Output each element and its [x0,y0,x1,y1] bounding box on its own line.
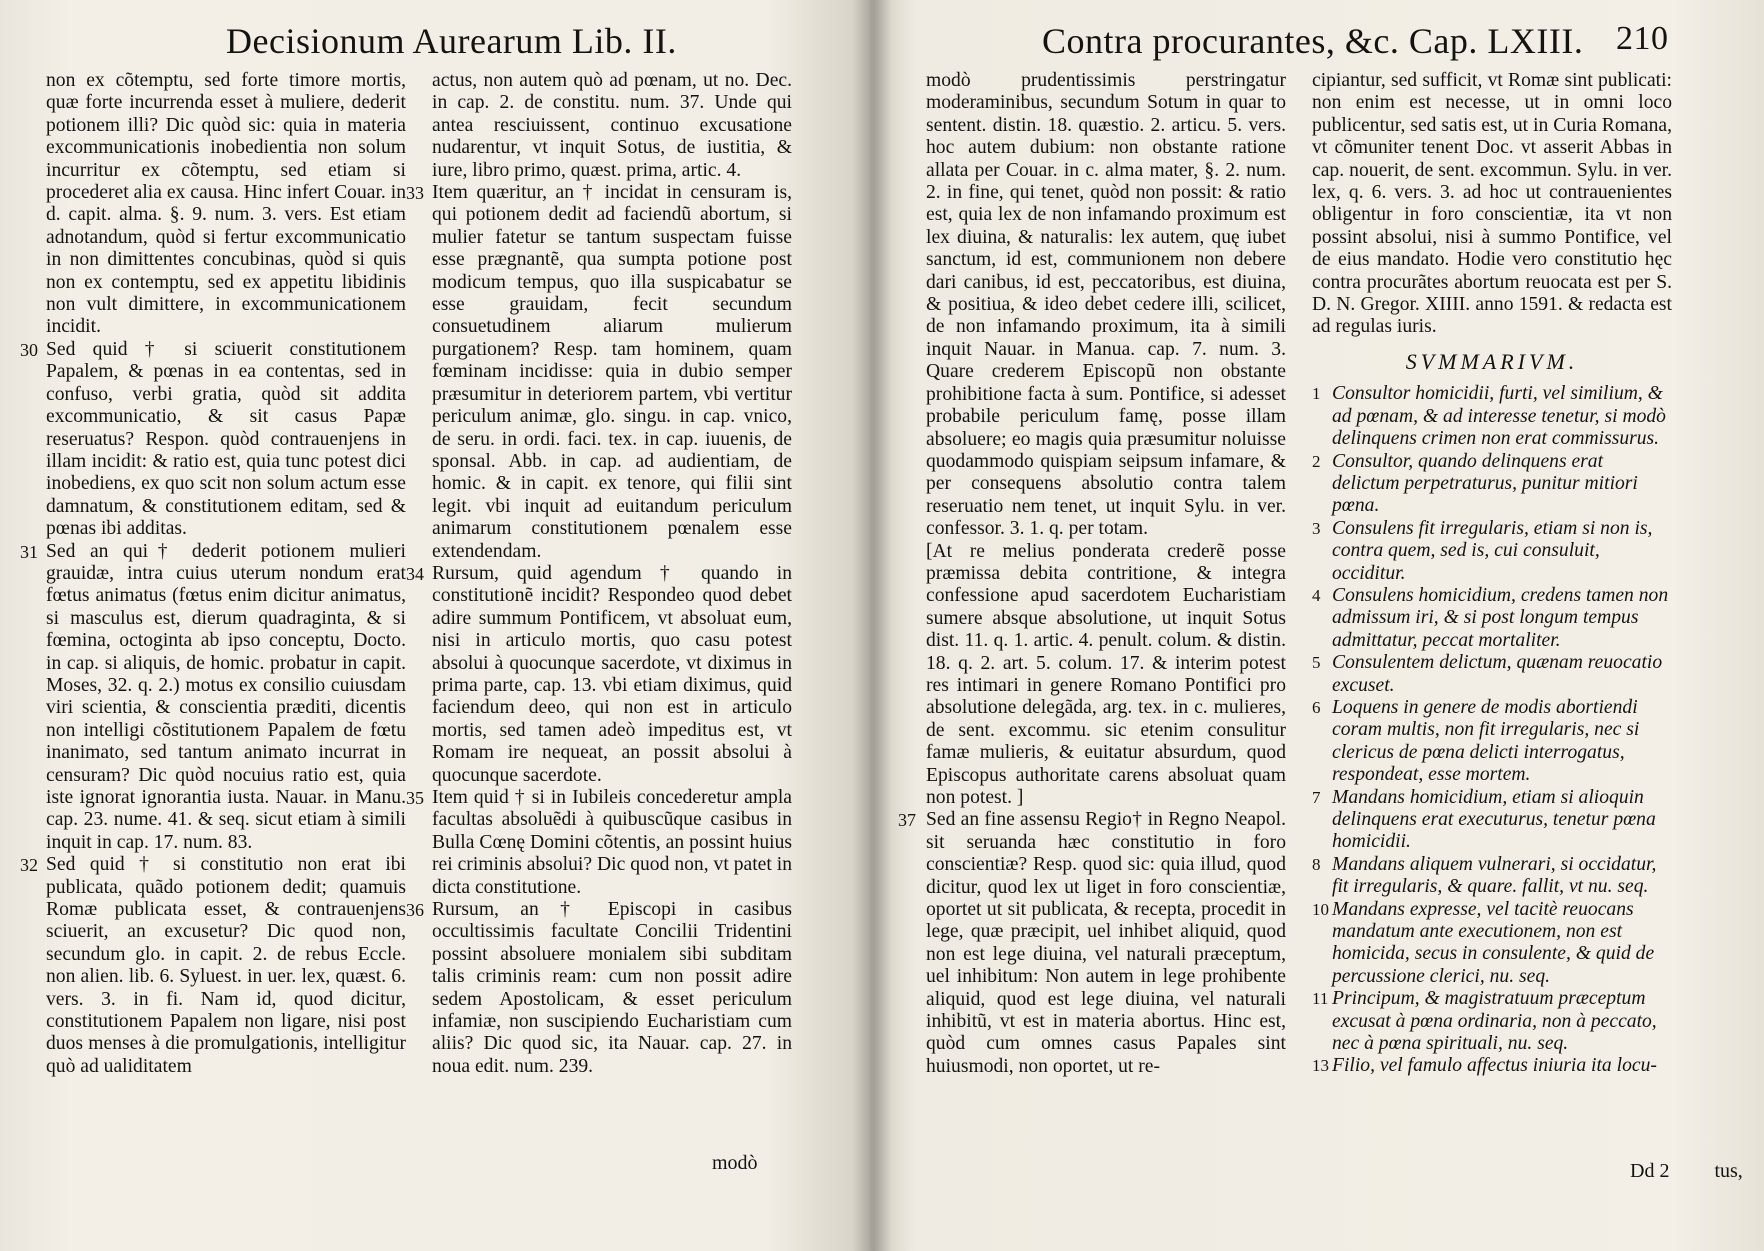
left-column-1 [20,70,406,1078]
summary-item-number: 13 [1312,1056,1329,1076]
right-columns [898,70,1672,1078]
text-paragraph [406,787,792,899]
text-paragraph [20,854,406,1078]
summary-item [1312,898,1672,989]
right-running-head: Contra procurantes, &c. Cap. LXIII. [1042,21,1584,61]
summary-item-number: 8 [1312,854,1321,874]
left-page [0,0,870,1251]
right-page [870,0,1764,1251]
section-number: 37 [898,810,916,831]
summary-item-text: Mandans aliquem vulnerari, si occidatur, fit irregularis, & quare. fallit, vt nu. seq. [1332,853,1657,898]
text-paragraph [20,540,406,855]
paragraph-text: Sed quid † si constitutio non erat ibi publicata, quãdo potionem dedit; quamuis Romæ publicata esset, & contrauenjens sciuerit, an excusetur? Dic quod non, secundum glo. in capit. 2. de rebus Eccle. non alien. lib. 6. Syluest. in uer. lex, quæst. 6. vers. 3. in fi. Nam id, quod dicitur, constitutionem Papalem non ligare, nisi post duos menses à die promulgationis, intelligitur quò ad ualiditatem [46,854,406,1077]
section-number: 33 [406,183,424,204]
summary-item-text: Consultor, quando delinquens erat delictum perpetraturus, punitur mitiori pœna. [1332,450,1638,517]
paragraph-text: Item quæritur, an † incidat in censuram is, qui potionem dedit ad faciendũ abortum, si mulier fatetur se tantum suspectam fuisse esse prægnantẽ, qua sumpta potione post modicum tempus, quo illa suspicabatur se esse grauidam, fecit secundum consuetudinem aliarum mulierum purgationem? Resp. tam hominem, quam fœminam incidisse: quia in dubio semper præsumitur in deteriorem partem, vbi vertitur periculum animæ, glo. singu. in cap. vnico, de seru. in ordi. faci. tex. in cap. iuuenis, de sponsal. Abb. in cap. ad audientiam, de homic. & in capit. ex tenore, qui filii sint legit. vbi inquit ad euitandum periculum animarum constitutionem pœnalem esse extendendam. [432,182,792,562]
paragraph-text: Sed quid † si sciuerit constitutionem Papalem, & pœnas in ea contentas, sed in confuso, verbi gratia, quòd sit addita excommunicatio, & sit casus Papæ reseruatus? Respon. quòd contrauenjens in illam incidit: & ratio est, quia tunc potest dici inobediens, ex quo scit non solum actum esse damnatum, & constitutionem editam, sed & pœnas ibi additas. [46,338,406,540]
paragraph-text: Rursum, quid agendum † quando in constitutionẽ incidit? Respondeo quod debet adire summum Pontificem, vt absoluat eum, nisi in articulo mortis, quo casu potest absolui à quocunque sacerdote, vt diximus in prima parte, cap. 13. vbi etiam diximus, quid faciendum deeo, qui non est in articulo mortis, sed tamen adeò impeditus est, vt Romam ire nequeat, an possit absolui à quocunque sacerdote. [432,562,792,786]
summary-item-text: Mandans expresse, vel tacitè reuocans mandatum ante executionem, non est homicida, secus in consulente, & quid de percussione clerici, nu. seq. [1332,898,1655,987]
text-paragraph [926,70,1286,541]
summary-item-number: 5 [1312,653,1321,673]
summary-item [1312,786,1672,854]
summary-item-text: Consulens homicidium, credens tamen non admissum iri, & si post longum tempus admittatur, peccat mortaliter. [1332,584,1669,651]
text-paragraph [406,562,792,787]
text-paragraph [432,70,792,182]
summary-title: SVMMARIVM. [1405,348,1579,374]
signature-mark: Dd 2 [1630,1160,1670,1182]
summary-item-number: 7 [1312,787,1321,807]
left-running-head: Decisionum Aurearum Lib. II. [226,21,677,61]
paragraph-text: Rursum, an † Episcopi in casibus occultissimis facultate Concilii Tridentini possint absoluere monialem sibi subditam talis criminis ream: cum non possit adire sedem Apostolicam, & esset periculum infamiæ, non suscipiendo Eucharistiam cum aliis? Dic quod sic, ita Nauar. cap. 27. in noua edit. num. 239. [432,899,792,1077]
summary-item-text: Consultor homicidii, furti, vel similium, & ad pœnam, & ad interesse tenetur, si modò delinquens crimen non erat commissurus. [1332,383,1666,450]
summary-item [1312,853,1672,899]
left-column-2 [406,70,792,1078]
summary-list [1312,383,1672,1078]
text-paragraph [406,899,792,1078]
paragraph-text: Sed an fine assensu Regio† in Regno Neapol. sit seruanda hæc constitutio in foro conscientiæ? Resp. quod sic: quia illud, quod dicitur, quod lex ut liget in foro conscientiæ, oportet ut sit publicata, & recepta, procedit in lege, quæ præcipit, uel inhibet aliquid, quod non est lege diuina, vel naturali præceptum, uel inhibitum: Non autem in lege prohibente aliquid, quod est lege diuina, vel naturali inhibitũ, vt est in materia abortus. Hinc est, quòd cum omnes casus Papales sint huiusmodi, non oportet, ut re- [926,809,1286,1077]
section-number: 35 [406,788,424,808]
section-number: 30 [20,339,38,360]
paragraph-text: modò prudentissimis perstringatur moderaminibus, secundum Sotum in quar to sentent. distin. 18. quæstio. 2. articu. 5. vers. hoc autem dubium: non obstante ratione allata per Couar. in c. alma mater, §. 2. num. 2. in fine, qui tenet, quòd non possit: & ratio est, quia lex de non infamando proximum est lex diuina, & naturalis: lex autem, quę iubet sanctum, id est, communionem non debere dari canibus, id est, peccatoribus, est diuina, & positiua, & ideo debet cedere illi, scilicet, de non infamando proximum, ita à simili inquit Nauar. in Manua. cap. 7. num. 3. Quare crederem Episcopũ non obstante prohibitione facta à sum. Pontifice, si adesset probabile periculum famę, posse illam absoluere; eo magis quia præsumitur noluisse quodammodo quispiam seipsum infamare, & per consequens absolutio contra talem reseruatio nem tenet, ut inquit Sylu. in ver. confessor. 3. 1. q. per totam. [926,70,1286,540]
summary-item-text: Filio, vel famulo affectus iniuria ita locu- [1332,1055,1657,1077]
summary-item-text: Consulens fit irregularis, etiam si non is, contra quem, sed is, cui consuluit, occiditur. [1332,517,1653,584]
signature-and-catchword [1630,1160,1743,1183]
paragraph-text: [At re melius ponderata crederẽ posse præmissa debita contritione, & integra confessione apud sacerdotem Eucharistiam sumere absque absolutione, ut inquit Sotus dist. 11. q. 1. artic. 4. penult. colum. & distin. 18. q. 2. art. 5. colum. 17. & interim potest res intimari in genere Romano Pontifici pro absolutione delegãda, arg. tex. in c. mulieres, de sent. excommu. sic etenim consulitur famæ mulieris, & euitatur absurdum, quod Episcopus authoritate carens absoluat quam non potest. ] [926,540,1286,808]
section-number: 31 [20,541,38,562]
paragraph-text: non ex cõtemptu, sed forte timore mortis, quæ forte incurrenda esset à muliere, dederit potionem illi? Dic quòd sic: quia in materia excommunicationis inobedientia non solum incurritur ex cõtemptu, sed etiam si procederet alia ex causa. Hinc infert Couar. in d. capit. alma. §. 9. num. 3. vers. Est etiam adnotandum, quòd si fertur excommunicatio in non dimittentes concubinas, quòd si quis non ex contemptu, sed ex appetitu libidinis non vult dimittere, in excommunicationem incidit. [46,70,406,338]
right-column-2 [1312,70,1672,1078]
left-columns [20,70,792,1078]
paragraph-text: actus, non autem quò ad pœnam, ut no. Dec. in cap. 2. de constitu. num. 37. Unde qui antea resciuissent, continuo excusatione nudarentur, vt inquit Sotus, de iustitia, & iure, libro primo, quæst. prima, artic. 4. [432,70,792,181]
summary-item [1312,517,1672,585]
summary-item-number: 11 [1312,989,1329,1009]
right-column-1 [898,70,1286,1078]
continuation-paragraph: cipiantur, sed sufficit, vt Romæ sint publicati: non enim est necesse, ut in omni loco publicentur, sed satis est, ut in Curia Romana, vt cõmuniter tenent Doc. vt asserit Abbas in cap. nouerit, de sent. excommun. Sylu. in ver. lex, q. 6. vers. 3. ad hoc ut contrauenientes obligentur in foro conscientiæ, ita vt non possint absolui, nisi à summo Pontifice, vel de eius mandato. Hodie vero constitutio hęc contra procurãtes abortum reuocata est per S. D. N. Gregor. XIIII. anno 1591. & redacta est ad regulas iuris. [1312,70,1672,338]
right-catchword: tus, [1714,1160,1743,1182]
text-paragraph [46,70,406,339]
summary-item-number: 10 [1312,899,1329,919]
text-paragraph [20,338,406,541]
section-number: 34 [406,563,424,584]
paragraph-text: Item quid † si in Iubileis concederetur ampla facultas absoluẽdi à quibuscũque casibus in Bulla Cœnę Domini cõtentis, an possint huius rei criminis absolui? Dic quod non, vt patet in dicta constitutione. [432,787,792,898]
paragraph-text: Sed an qui† dederit potionem mulieri grauidæ, intra cuius uterum nondum erat fœtus animatus (fœtus enim dicitur animatus, si masculus est, dierum quadraginta, & si fœmina, octoginta ab ipso conceptu, Docto. in cap. si aliquis, de homic. probatur in capit. Moses, 32. q. 2.) motus ex consilio cuiusdam viri scientia, & conscientia præditi, dicentis non intelligi cõstitutionem Papalem de fœtu inanimato, sed tantum animato incurrat in censuram? Dic quòd nocuius ratio est, quia iste ignorat ignorantia iusta. Nauar. in Manu. cap. 23. nume. 41. & seq. sicut etiam à simili inquit in cap. 17. num. 83. [46,540,406,853]
summary-item-text: Loquens in genere de modis abortiendi coram multis, non fit irregularis, nec si clericus de pœna delicti interrogatus, respondeat, esse mortem. [1332,696,1640,786]
summary-item-number: 1 [1312,384,1321,404]
text-paragraph [406,182,792,563]
text-paragraph [926,541,1286,810]
section-number: 32 [20,855,38,876]
summary-item-text: Mandans homicidium, etiam si alioquin delinquens erat executurus, tenetur pœna homicidii. [1332,786,1656,853]
summary-item-number: 3 [1312,518,1321,538]
summary-item-number: 2 [1312,451,1321,471]
summary-item [1312,383,1672,450]
text-paragraph [898,809,1286,1078]
left-catchword: modò [712,1152,758,1174]
summary-item [1312,988,1672,1055]
summary-item-number: 4 [1312,585,1321,605]
summary-item-text: Consulentem delictum, quænam reuocatio excuset. [1332,652,1663,696]
summary-item [1312,584,1672,652]
summary-item [1312,652,1672,697]
section-number: 36 [406,900,424,921]
summary-item-number: 6 [1312,697,1321,717]
summary-item [1312,450,1672,518]
summary-item [1312,696,1672,787]
page-number: 210 [1616,20,1669,57]
summary-item [1312,1055,1672,1077]
summary-item-text: Principum, & magistratuum præceptum excusat à pœna ordinaria, non à peccato, nec à pœna spirituali, nu. seq. [1332,988,1657,1055]
